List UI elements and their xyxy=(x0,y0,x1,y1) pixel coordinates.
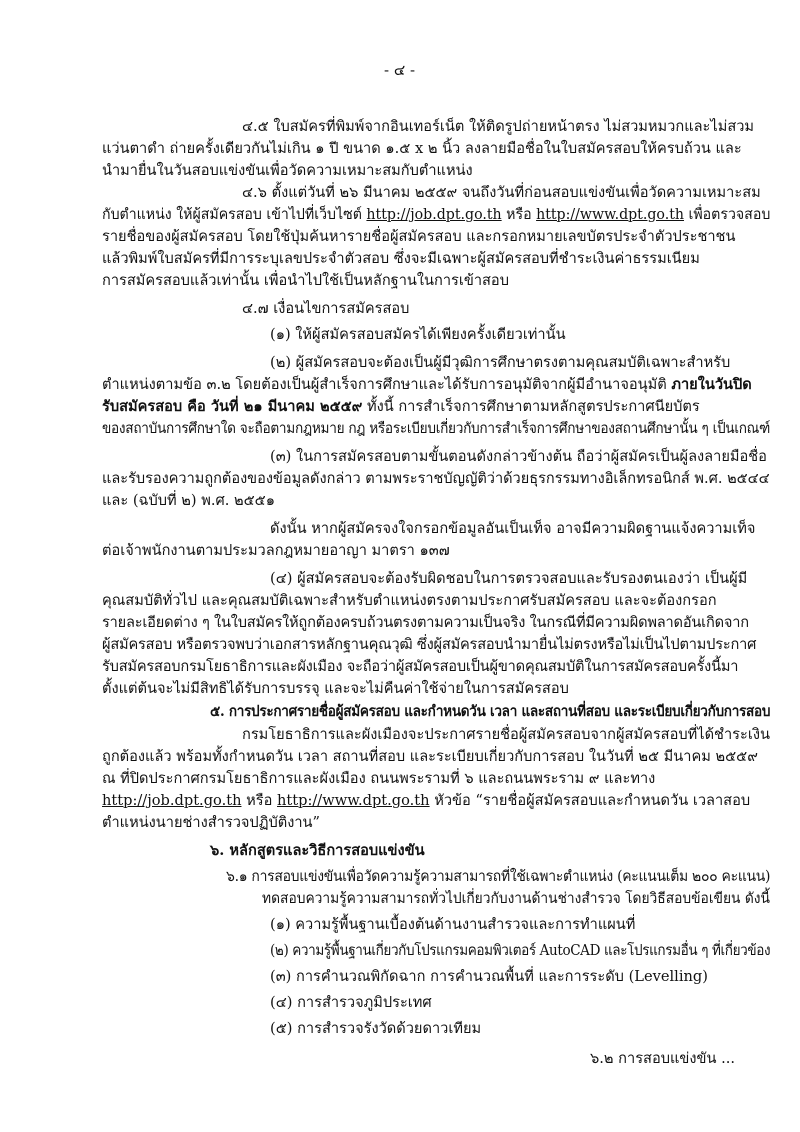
s5-www-dpt-link[interactable]: http://www.dpt.go.th xyxy=(277,792,430,809)
job-dpt-link[interactable]: http://job.dpt.go.th xyxy=(366,206,502,223)
s47-condition-4-line-4: ผู้สมัครสอบ หรือตรวจพบว่าเอกสารหลักฐานคุณวุฒิ ซึ่งผู้สมัครสอบนำมายื่นไม่ตรงหรือไม่เป็นไปตามประกาศ xyxy=(102,636,757,653)
s5-job-dpt-link[interactable]: http://job.dpt.go.th xyxy=(102,792,242,809)
s47-condition-2-line-2 xyxy=(102,373,752,397)
s47-condition-4-line-3: รายละเอียดต่าง ๆ ในใบสมัครให้ถูกต้องครบถ้วนตรงตามความเป็นจริง ในกรณีที่มีความผิดพลาดอันเกิดจาก xyxy=(102,614,749,631)
s47-condition-4-line-6: ตั้งแต่ต้นจะไม่มีสิทธิได้รับการบรรจุ และจะไม่คืนค่าใช้จ่ายในการสมัครสอบ xyxy=(102,680,569,697)
s47-c2-l2-bold: ภายในวันปิด xyxy=(671,376,752,393)
s45-line-1: ๔.๕ ใบสมัครที่พิมพ์จากอินเทอร์เน็ต ให้ติดรูปถ่ายหน้าตรง ไม่สวมหมวกและไม่สวม xyxy=(242,118,755,135)
s6-heading: ๖. หลักสูตรและวิธีการสอบแข่งขัน xyxy=(210,842,425,859)
s47-c2-l2-text: ตำแหน่งตามข้อ ๓.๒ โดยต้องเป็นผู้สำเร็จการศึกษาและได้รับการอนุมัติจากผู้มีอำนาจอนุมัติ xyxy=(102,376,667,393)
s61-line-2: ทดสอบความรู้ความสามารถทั่วไปเกี่ยวกับงานด้านช่างสำรวจ โดยวิธีสอบข้อเขียน ดังนี้ xyxy=(262,890,770,907)
s47-condition-3-line-5: ต่อเจ้าพนักงานตามประมวลกฎหมายอาญา มาตรา ๑๓๗ xyxy=(102,542,450,559)
s5-line-5: ตำแหน่งนายช่างสำรวจปฏิบัติงาน” xyxy=(102,814,320,831)
s61-line-1: ๖.๑ การสอบแข่งขันเพื่อวัดความรู้ความสามารถที่ใช้เฉพาะตำแหน่ง (คะแนนเต็ม ๒๐๐ คะแนน) xyxy=(226,868,771,885)
s45-line-3: นำมายื่นในวันสอบแข่งขันเพื่อวัดความเหมาะสมกับตำแหน่ง xyxy=(102,162,473,179)
s47-c2-deadline-bold: รับสมัครสอบ คือ วันที่ ๒๑ มีนาคม ๒๕๕๙ xyxy=(102,398,363,415)
s46-line-4: แล้วพิมพ์ใบสมัครที่มีการระบุเลขประจำตัวสอบ ซึ่งจะมีเฉพาะผู้สมัครสอบที่ชำระเงินค่าธรรมเนียม xyxy=(102,250,700,267)
s47-condition-2-line-3 xyxy=(102,395,700,419)
s47-condition-4-line-2: คุณสมบัติทั่วไป และคุณสมบัติเฉพาะสำหรับตำแหน่งตรงตามประกาศรับสมัครสอบ และจะต้องกรอก xyxy=(102,592,717,609)
s46-line-2-end: เพื่อตรวจสอบ xyxy=(688,206,771,223)
s5-line-4-text: หัวข้อ “รายชื่อผู้สมัครสอบและกำหนดวัน เวลาสอบ xyxy=(434,792,751,809)
s45-line-2: แว่นตาดำ ถ่ายครั้งเดียวกันไม่เกิน ๑ ปี ขนาด ๑.๕ x ๒ นิ้ว ลงลายมือชื่อในใบสมัครสอบให้ครบถ้วน และ xyxy=(102,140,742,157)
s46-line-1: ๔.๖ ตั้งแต่วันที่ ๒๖ มีนาคม ๒๕๕๙ จนถึงวันที่ก่อนสอบแข่งขันเพื่อวัดความเหมาะสม xyxy=(242,184,761,201)
s47-c2-l3-text: ทั้งนี้ การสำเร็จการศึกษาตามหลักสูตรประกาศนียบัตร xyxy=(366,398,700,415)
s46-or-text: หรือ xyxy=(506,206,532,223)
s5-line-3: ณ ที่ปิดประกาศกรมโยธาธิการและผังเมือง ถนนพระรามที่ ๖ และถนนพระราม ๙ และทาง xyxy=(102,770,656,787)
continuation-text: ๖.๒ การสอบแข่งขัน ... xyxy=(590,1050,735,1067)
s5-or-text: หรือ xyxy=(246,792,273,809)
s46-line-2-text: กับตำแหน่ง ให้ผู้สมัครสอบ เข้าไปที่เว็บไซต์ xyxy=(102,206,362,223)
s47-heading: ๔.๗ เงื่อนไขการสมัครสอบ xyxy=(242,300,410,317)
s5-line-4 xyxy=(102,789,750,813)
s47-condition-2-line-4: ของสถาบันการศึกษาใด จะถือตามกฎหมาย กฎ หรือระเบียบเกี่ยวกับการสำเร็จการศึกษาของสถานศึกษานั้น ๆ เป็นเกณฑ์ xyxy=(102,420,771,437)
s47-condition-4-line-1: (๔) ผู้สมัครสอบจะต้องรับผิดชอบในการตรวจสอบและรับรองตนเองว่า เป็นผู้มี xyxy=(270,570,748,587)
s46-line-3: รายชื่อของผู้สมัครสอบ โดยใช้ปุ่มค้นหารายชื่อผู้สมัครสอบ และกรอกหมายเลขบัตรประจำตัวประชาชน xyxy=(102,228,736,245)
www-dpt-link[interactable]: http://www.dpt.go.th xyxy=(536,206,685,223)
s47-condition-3-line-3: และ (ฉบับที่ ๒) พ.ศ. ๒๕๕๑ xyxy=(102,492,275,509)
s5-heading: ๕. การประกาศรายชื่อผู้สมัครสอบ และกำหนดวัน เวลา และสถานที่สอบ และระเบียบเกี่ยวกับการสอบ xyxy=(210,703,771,720)
s5-line-1: กรมโยธาธิการและผังเมืองจะประกาศรายชื่อผู้สมัครสอบจากผู้สมัครสอบที่ได้ชำระเงิน xyxy=(242,726,770,743)
s61-item-3: (๓) การคำนวณพิกัดฉาก การคำนวณพื้นที่ และการระดับ (Levelling) xyxy=(270,968,708,985)
s47-condition-3-line-4: ดังนั้น หากผู้สมัครจงใจกรอกข้อมูลอันเป็นเท็จ อาจมีความผิดฐานแจ้งความเท็จ xyxy=(270,520,756,537)
s5-line-2: ถูกต้องแล้ว พร้อมทั้งกำหนดวัน เวลา สถานที่สอบ และระเบียบเกี่ยวกับการสอบ ในวันที่ ๒๕ มีนาคม ๒๕๕๙ xyxy=(102,748,758,765)
s61-item-4: (๔) การสำรวจภูมิประเทศ xyxy=(270,994,432,1011)
s46-line-5: การสมัครสอบแล้วเท่านั้น เพื่อนำไปใช้เป็นหลักฐานในการเข้าสอบ xyxy=(102,272,509,289)
s47-condition-3-line-2: และรับรองความถูกต้องของข้อมูลดังกล่าว ตามพระราชบัญญัติว่าด้วยธุรกรรมทางอิเล็กทรอนิกส์ พ.ศ. ๒๕๔๔ xyxy=(102,470,770,487)
s47-condition-4-line-5: รับสมัครสอบกรมโยธาธิการและผังเมือง จะถือว่าผู้สมัครสอบเป็นผู้ขาดคุณสมบัติในการสมัครสอบครั้งนี้มา xyxy=(102,658,739,675)
s46-line-2 xyxy=(102,203,770,227)
s47-condition-3-line-1: (๓) ในการสมัครสอบตามขั้นตอนดังกล่าวข้างต้น ถือว่าผู้สมัครเป็นผู้ลงลายมือชื่อ xyxy=(270,448,767,465)
s47-condition-1: (๑) ให้ผู้สมัครสอบสมัครได้เพียงครั้งเดียวเท่านั้น xyxy=(270,326,566,343)
s61-item-5: (๕) การสำรวจรังวัดด้วยดาวเทียม xyxy=(270,1020,482,1037)
page-number: - ๔ - xyxy=(384,61,416,79)
s61-item-2: (๒) ความรู้พื้นฐานเกี่ยวกับโปรแกรมคอมพิวเตอร์ AutoCAD และโปรแกรมอื่น ๆ ที่เกี่ยวข้อง xyxy=(270,942,771,959)
s47-condition-2-line-1: (๒) ผู้สมัครสอบจะต้องเป็นผู้มีวุฒิการศึกษาตรงตามคุณสมบัติเฉพาะสำหรับ xyxy=(270,354,731,371)
s61-item-1: (๑) ความรู้พื้นฐานเบื้องต้นด้านงานสำรวจและการทำแผนที่ xyxy=(270,916,636,933)
